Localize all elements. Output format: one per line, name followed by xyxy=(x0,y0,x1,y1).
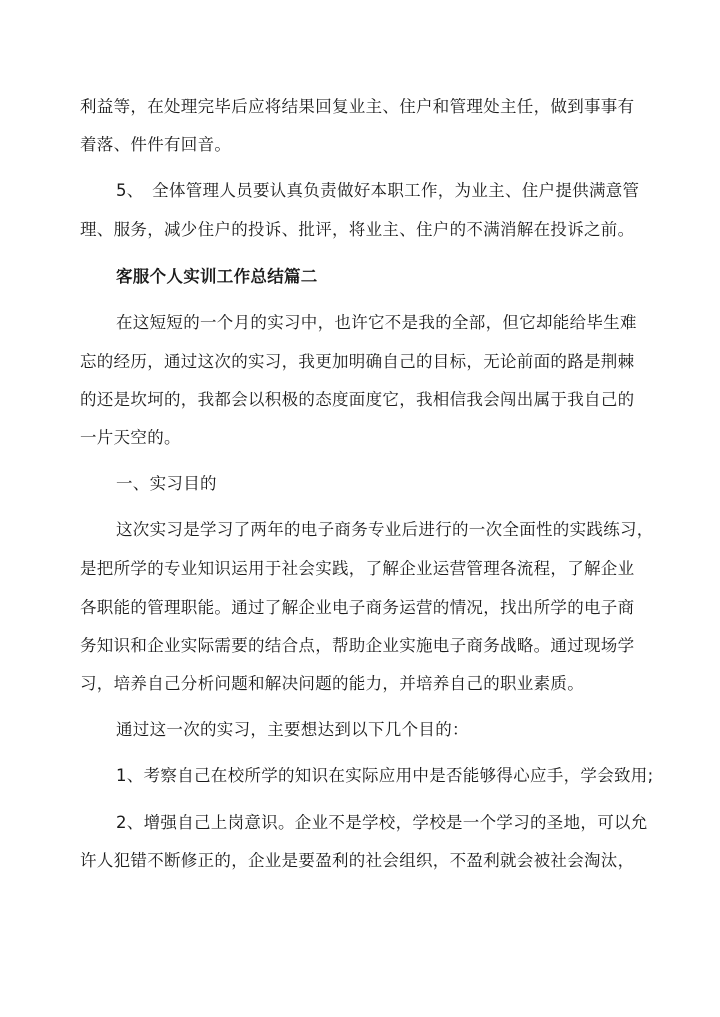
text-line: 这次实习是学习了两年的电子商务专业后进行的一次全面性的实践练习， xyxy=(116,520,654,539)
text-line: 忘的经历，通过这次的实习，我更加明确自己的目标，无论前面的路是荆棘 xyxy=(80,352,635,371)
text-line: 利益等，在处理完毕后应将结果回复业主、住户和管理处主任，做到事事有 xyxy=(80,97,635,116)
section-heading: 客服个人实训工作总结篇二 xyxy=(116,267,318,286)
text-line: 通过这一次的实习，主要想达到以下几个目的： xyxy=(116,720,469,739)
subheading: 一、实习目的 xyxy=(116,474,217,493)
text-line: 是把所学的专业知识运用于社会实践，了解企业运营管理各流程，了解企业 xyxy=(80,559,635,578)
text-line: 一片天空的。 xyxy=(80,428,181,447)
text-line: 在这短短的一个月的实习中，也许它不是我的全部，但它却能给毕生难 xyxy=(116,313,637,332)
text-line: 务知识和企业实际需要的结合点，帮助企业实施电子商务战略。通过现场学 xyxy=(80,636,635,655)
text-line: 5、 全体管理人员要认真负责做好本职工作，为业主、住户提供满意管 xyxy=(116,181,640,200)
text-line: 习，培养自己分析问题和解决问题的能力，并培养自己的职业素质。 xyxy=(80,674,584,693)
text-line: 着落、件件有回音。 xyxy=(80,135,232,154)
text-line: 各职能的管理职能。通过了解企业电子商务运营的情况，找出所学的电子商 xyxy=(80,598,635,617)
text-line: 许人犯错不断修正的，企业是要盈利的社会组织，不盈利就会被社会淘汰， xyxy=(80,851,635,870)
list-item: 1、考察自己在校所学的知识在实际应用中是否能够得心应手，学会致用; xyxy=(116,766,654,785)
text-line: 理、服务，减少住户的投诉、批评，将业主、住户的不满消解在投诉之前。 xyxy=(80,220,635,239)
list-item: 2、增强自己上岗意识。企业不是学校，学校是一个学习的圣地，可以允 xyxy=(116,813,648,832)
text-line: 的还是坎坷的，我都会以积极的态度面度它，我相信我会闯出属于我自己的 xyxy=(80,390,635,409)
